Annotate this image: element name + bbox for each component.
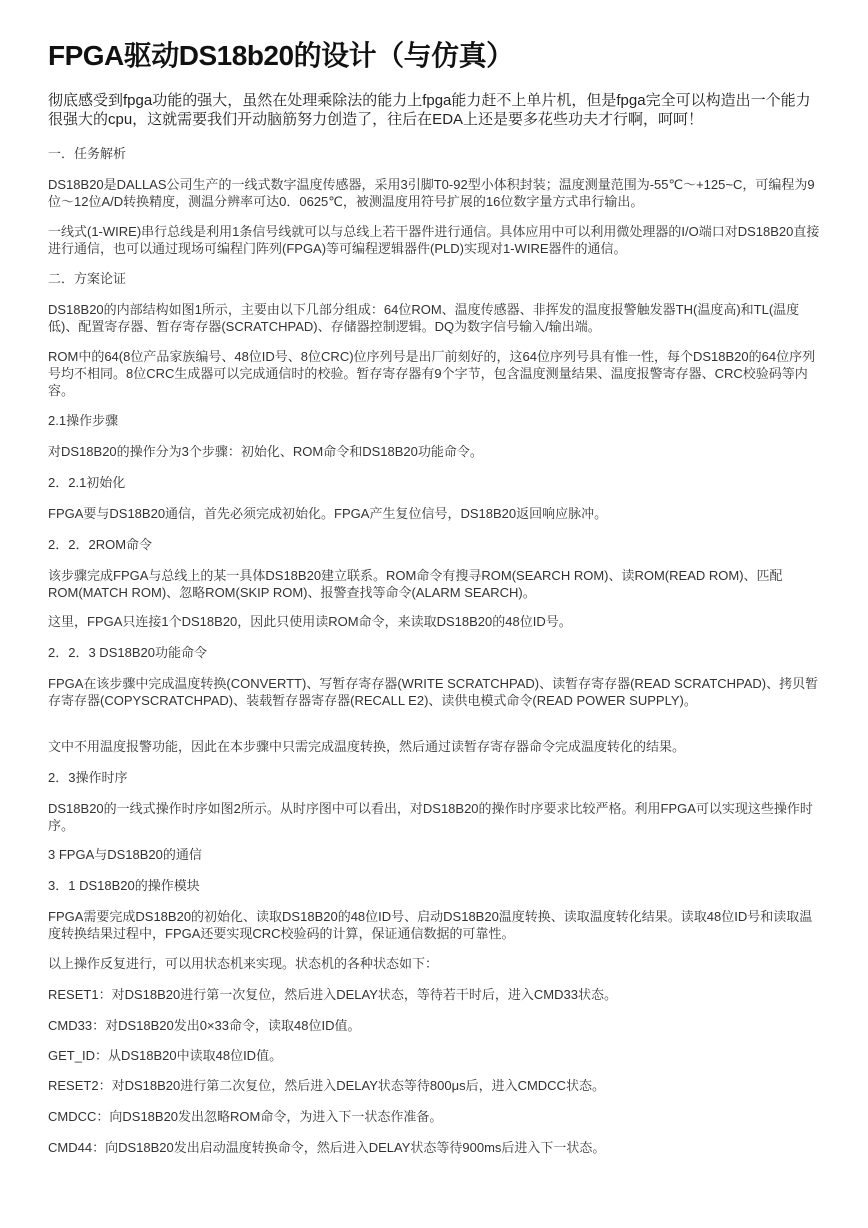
- paragraph: 这里，FPGA只连接1个DS18B20，因此只使用读ROM命令，来读取DS18B20的48位ID号。: [48, 614, 572, 629]
- paragraph: DS18B20是DALLAS公司生产的一线式数字温度传感器，采用3引脚T0-92型小体积封装；温度测量范围为-55℃～+125~C，可编程为9位～12位A/D转换精度，测温分辨率可达0．0625℃，被测温度用符号扩展的16位数字量方式串行输出。: [48, 177, 815, 209]
- paragraph: DS18B20的一线式操作时序如图2所示。从时序图中可以看出，对DS18B20的操作时序要求比较严格。利用FPGA可以实现这些操作时序。: [48, 801, 813, 833]
- state-description: RESET1：对DS18B20进行第一次复位，然后进入DELAY状态，等待若干时后，进入CMD33状态。: [48, 987, 617, 1002]
- intro-paragraph: 彻底感受到fpga功能的强大，虽然在处理乘除法的能力上fpga能力赶不上单片机，但是fpga完全可以构造出一个能力很强大的cpu，这就需要我们开动脑筋努力创造了，往后在EDA上还是要多花些功夫才行啊，呵呵！: [48, 92, 811, 128]
- subheading: 2．2．2ROM命令: [48, 537, 153, 552]
- state-description: GET_ID：从DS18B20中读取48位ID值。: [48, 1048, 283, 1063]
- subheading: 2．2．3 DS18B20功能命令: [48, 645, 207, 660]
- paragraph: DS18B20的内部结构如图1所示，主要由以下几部分组成：64位ROM、温度传感器、非挥发的温度报警触发器TH(温度高)和TL(温度低)、配置寄存器、暂存寄存器(SCRATCHPAD)、存储器控制逻辑。DQ为数字信号输入/输出端。: [48, 302, 800, 334]
- paragraph: FPGA需要完成DS18B20的初始化、读取DS18B20的48位ID号、启动DS18B20温度转换、读取温度转化结果。读取48位ID号和读取温度转换结果过程中，FPGA还要实现CRC校验码的计算，保证通信数据的可靠性。: [48, 909, 813, 941]
- paragraph: 该步骤完成FPGA与总线上的某一具体DS18B20建立联系。ROM命令有搜寻ROM(SEARCH ROM)、读ROM(READ ROM)、匹配ROM(MATCH ROM)、忽略ROM(SKIP ROM)、报警查找等命令(ALARM SEARCH)。: [48, 568, 783, 600]
- section-heading: 3 FPGA与DS18B20的通信: [48, 847, 202, 862]
- state-description: CMDCC：向DS18B20发出忽略ROM命令，为进入下一状态作准备。: [48, 1109, 443, 1124]
- paragraph: 文中不用温度报警功能，因此在本步骤中只需完成温度转换，然后通过读暂存寄存器命令完成温度转化的结果。: [48, 739, 686, 754]
- subheading: 3．1 DS18B20的操作模块: [48, 878, 200, 893]
- paragraph: FPGA要与DS18B20通信，首先必须完成初始化。FPGA产生复位信号，DS18B20返回响应脉冲。: [48, 506, 608, 521]
- page-title: FPGA驱动DS18b20的设计（与仿真）: [48, 40, 514, 71]
- paragraph: 以上操作反复进行，可以用状态机来实现。状态机的各种状态如下：: [48, 956, 439, 971]
- state-description: RESET2：对DS18B20进行第二次复位，然后进入DELAY状态等待800μs后，进入CMDCC状态。: [48, 1078, 605, 1093]
- paragraph: FPGA在该步骤中完成温度转换(CONVERTT)、写暂存寄存器(WRITE SCRATCHPAD)、读暂存寄存器(READ SCRATCHPAD)、拷贝暂存寄存器(COPYSCRATCHPAD)、装载暂存器寄存器(RECALL E2)、读供电模式命令(READ POWER SUPPLY)。: [48, 676, 819, 708]
- section-heading-task: 一．任务解析: [48, 146, 127, 161]
- paragraph: 一线式(1-WIRE)串行总线是利用1条信号线就可以与总线上若干器件进行通信。具体应用中可以利用微处理器的I/O端口对DS18B20直接进行通信，也可以通过现场可编程门阵列(FPGA)等可编程逻辑器件(PLD)实现对1-WIRE器件的通信。: [48, 224, 820, 256]
- subheading: 2．2.1初始化: [48, 475, 126, 490]
- state-description: CMD44：向DS18B20发出启动温度转换命令，然后进入DELAY状态等待900ms后进入下一状态。: [48, 1140, 606, 1155]
- paragraph: ROM中的64(8位产品家族编号、48位ID号、8位CRC)位序列号是出厂前刻好的，这64位序列号具有惟一性，每个DS18B20的64位序列号均不相同。8位CRC生成器可以完成通信时的校验。暂存寄存器有9个字节，包含温度测量结果、温度报警寄存器、CRC校验码等内容。: [48, 349, 816, 398]
- subheading: 2.1操作步骤: [48, 413, 119, 428]
- subheading: 2．3操作时序: [48, 770, 128, 785]
- section-heading-scheme: 二．方案论证: [48, 271, 127, 286]
- paragraph: 对DS18B20的操作分为3个步骤：初始化、ROM命令和DS18B20功能命令。: [48, 444, 483, 459]
- state-description: CMD33：对DS18B20发出0×33命令，读取48位ID值。: [48, 1018, 361, 1033]
